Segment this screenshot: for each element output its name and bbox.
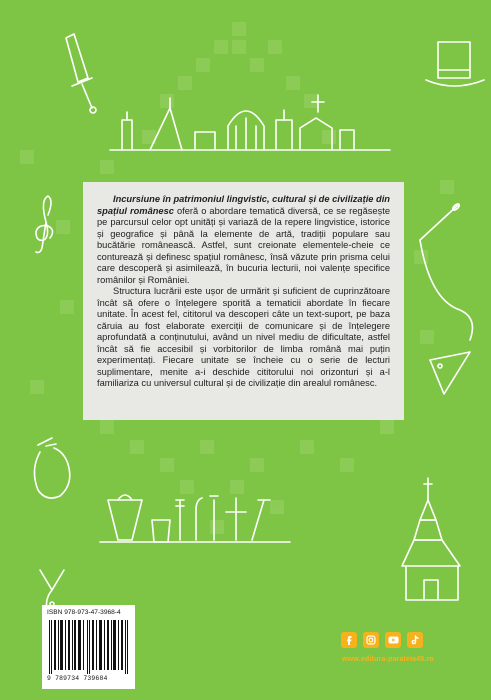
kitchen-utensils-icon — [100, 495, 290, 542]
wooden-church-icon — [402, 478, 460, 600]
tiktok-icon[interactable] — [407, 632, 423, 648]
vase-icon — [34, 438, 69, 498]
city-landmarks-icon — [110, 95, 390, 150]
social-media-icons — [341, 632, 423, 648]
isbn-barcode-box — [42, 605, 135, 689]
facebook-icon[interactable] — [341, 632, 357, 648]
description-paragraph-2: Structura lucrării este ușor de urmărit și suficient de cuprinzătoare încât să ofere o înțelegere sporită a tematicii abordate în fiecare unitate. În acest fel, cititorul va descoperi câte un text-suport, pe baza căruia au fost elaborate exerciții de comunicare și de înțelegere aprofundată a conținutului, având un nivel mediu de dificultate, astfel încât să fie accesibil și vorbitorilor de limba română mai puțin experimentați. Fiecare unitate se încheie cu o serie de lecturi suplimentare, menite a-i deschide cititorului noi orizonturi și a-l familiariza cu universul cultural și de civilizație din arealul românesc. — [97, 286, 390, 388]
youtube-icon[interactable] — [385, 632, 401, 648]
treble-clef-icon — [36, 196, 53, 253]
instagram-icon[interactable] — [363, 632, 379, 648]
top-hat-icon — [426, 42, 484, 86]
description-text-box — [83, 182, 404, 420]
barcode-digits: 9 789734 739684 — [47, 675, 108, 682]
paragraph-1-text: oferă o abordare tematică diversă, ce se regăsește pe parcursul celor opt unități și variază de la repere lingvistice, istorice și geografice și până la elemente de artă, tradiții populare sau bucătărie românească. Astfel, sunt creionate elementele-cheie ce conturează și definesc spațiul românesc, însă văzute prin prisma celui care descoperă și asimilează, în bucuria lecturii, noi valențe specifice românilor și României. — [97, 205, 390, 285]
publisher-website[interactable]: www.editura-paralela45.ro — [342, 656, 434, 663]
barcode-icon — [47, 620, 130, 674]
isbn-label: ISBN 978-973-47-3968-4 — [47, 609, 121, 616]
needle-thread-icon — [420, 203, 472, 340]
triangle-hanger-icon — [430, 352, 470, 394]
description-paragraph-1 — [97, 194, 390, 286]
sword-icon — [66, 34, 96, 113]
book-title-italic: Incursiune în patrimoniul lingvistic, cultural și de civilizație din spațiul românesc — [97, 194, 390, 216]
